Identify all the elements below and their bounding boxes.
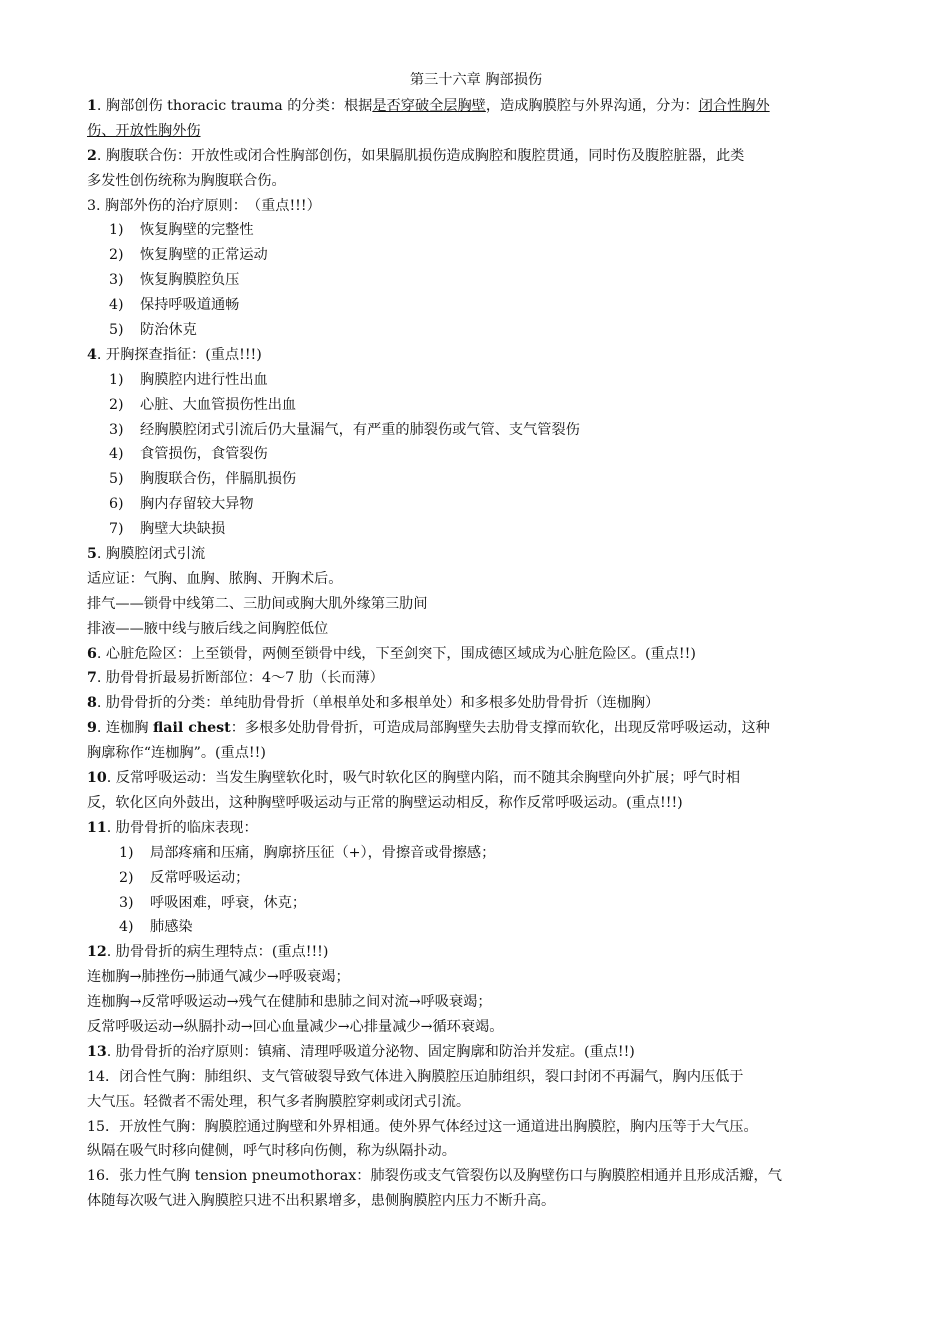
- section-text: . 反常呼吸运动：当发生胸壁软化时，吸气时软化区的胸壁内陷，而不随其余胸壁向外扩展；呼气时相: [106, 770, 741, 787]
- section-text: . 肋骨骨折的治疗原则：镇痛、清理呼吸道分泌物、固定胸廓和防治并发症。(重点!!): [106, 1043, 635, 1060]
- section-text: . 肋骨骨折的临床表现：: [106, 819, 258, 836]
- section-9-line-2: 胸廓称作“连枷胸”。(重点!!): [87, 745, 266, 762]
- section-text: . 心脏危险区：上至锁骨，两侧至锁骨中线，下至剑突下，围成德区域成为心脏危险区。(重点!!): [96, 645, 696, 662]
- list-number: 1): [119, 844, 134, 861]
- list-text: 胸内存留较大异物: [140, 496, 254, 513]
- section-5-line: 适应证：气胸、血胸、脓胸、开胸术后。: [87, 570, 343, 587]
- section-11-heading: [87, 816, 865, 841]
- list-item: [87, 243, 865, 268]
- list-item: [87, 841, 865, 866]
- section-15-line-1: 15．开放性气胸：胸膜腔通过胸壁和外界相通。使外界气体经过这一通道进出胸膜腔，胸内压等于大气压。: [87, 1118, 758, 1135]
- list-text: 肺感染: [150, 919, 193, 936]
- section-text: . 胸腹联合伤：开放性或闭合性胸部创伤，如果膈肌损伤造成胸腔和腹腔贯通，同时伤及腹腔脏器，此类: [96, 147, 745, 164]
- section-number: 2: [87, 147, 97, 164]
- section-text: . 胸部创伤 thoracic trauma 的分类：根据: [96, 98, 373, 114]
- list-number: 3): [109, 421, 124, 438]
- list-item: [87, 517, 865, 542]
- section-10-line-1: [87, 766, 865, 791]
- section-9-line-1: [87, 716, 865, 741]
- section-text: . 连枷胸: [96, 720, 153, 737]
- list-item: [87, 467, 865, 492]
- term-text: flail chest: [152, 720, 231, 737]
- section-number: 5: [87, 546, 97, 563]
- section-number: 8: [87, 695, 97, 712]
- section-text: . 胸膜腔闭式引流: [96, 546, 206, 563]
- list-item: [87, 492, 865, 517]
- section-12-line: 反常呼吸运动→纵膈扑动→回心血量减少→心排量减少→循环衰竭。: [87, 1018, 504, 1035]
- list-item: [87, 268, 865, 293]
- section-1-line-1: [87, 94, 865, 119]
- section-5-heading: [87, 542, 865, 567]
- list-text: 恢复胸膜腔负压: [140, 272, 240, 289]
- list-text: 保持呼吸道通畅: [140, 297, 240, 314]
- section-10-line-2: 反，软化区向外鼓出，这种胸壁呼吸运动与正常的胸壁运动相反，称作反常呼吸运动。(重点!!!): [87, 794, 683, 811]
- list-text: 心脏、大血管损伤性出血: [140, 396, 297, 413]
- list-number: 3): [109, 272, 124, 289]
- section-text: ，造成胸膜腔与外界沟通，分为：: [485, 98, 699, 114]
- list-text: 呼吸困难，呼衰，休克；: [150, 894, 307, 911]
- underlined-text: 闭合性胸外: [698, 98, 770, 114]
- list-item: [87, 393, 865, 418]
- list-text: 食管损伤，食管裂伤: [140, 446, 268, 463]
- page-title: 第三十六章 胸部损伤: [409, 72, 543, 88]
- section-16-line-1: 16．张力性气胸 tension pneumothorax：肺裂伤或支气管裂伤以及胸壁伤口与胸膜腔相通并且形成活瓣，气: [87, 1168, 782, 1185]
- list-number: 5): [109, 471, 124, 488]
- section-number: 4: [87, 346, 97, 363]
- section-12-line: 连枷胸→反常呼吸运动→残气在健肺和患肺之间对流→呼吸衰竭；: [87, 994, 492, 1011]
- section-15-line-2: 纵隔在吸气时移向健侧，呼气时移向伤侧，称为纵隔扑动。: [87, 1143, 456, 1160]
- list-number: 4): [109, 446, 124, 463]
- section-number: 9: [87, 720, 97, 737]
- list-number: 2): [119, 869, 134, 886]
- list-number: 7): [109, 521, 124, 538]
- section-number: 7: [87, 670, 97, 687]
- list-text: 经胸膜腔闭式引流后仍大量漏气，有严重的肺裂伤或气管、支气管裂伤: [140, 421, 580, 438]
- list-number: 2): [109, 396, 124, 413]
- section-14-line-1: 14．闭合性气胸：肺组织、支气管破裂导致气体进入胸膜腔压迫肺组织，裂口封闭不再漏气，胸内压低于: [87, 1068, 744, 1085]
- list-text: 恢复胸壁的完整性: [140, 222, 254, 239]
- section-2-line-2: 多发性创伤统称为胸腹联合伤。: [87, 172, 286, 189]
- list-number: 1): [109, 371, 124, 388]
- section-text: . 开胸探查指征：(重点!!!): [96, 346, 262, 363]
- list-item: [87, 293, 865, 318]
- section-number: 1: [87, 98, 97, 114]
- list-item: [87, 318, 865, 343]
- section-number: 6: [87, 645, 97, 662]
- list-number: 3): [119, 894, 134, 911]
- list-number: 2): [109, 247, 124, 264]
- list-item: [87, 891, 865, 916]
- section-text: . 肋骨骨折最易折断部位：4～7 肋（长而薄）: [96, 670, 384, 687]
- list-item: [87, 218, 865, 243]
- list-number: 4): [109, 297, 124, 314]
- underlined-text: 是否穿破全层胸壁: [372, 98, 486, 114]
- section-7: [87, 666, 865, 691]
- section-number: 12: [87, 944, 107, 961]
- section-number: 13: [87, 1043, 107, 1060]
- section-2-line-1: [87, 144, 865, 169]
- section-4-heading: [87, 343, 865, 368]
- list-item: [87, 915, 865, 940]
- section-5-line: 排液——腋中线与腋后线之间胸腔低位: [87, 620, 329, 637]
- section-13: [87, 1040, 865, 1065]
- list-number: 6): [109, 496, 124, 513]
- section-number: 11: [87, 819, 107, 836]
- section-12-line: 连枷胸→肺挫伤→肺通气减少→呼吸衰竭；: [87, 969, 350, 986]
- section-text: ：多根多处肋骨骨折，可造成局部胸壁失去肋骨支撑而软化，出现反常呼吸运动，这种: [230, 720, 770, 737]
- list-number: 1): [109, 222, 124, 239]
- underlined-text: 伤、开放性胸外伤: [87, 122, 201, 139]
- section-text: . 肋骨骨折的病生理特点：(重点!!!): [106, 944, 329, 961]
- list-text: 局部疼痛和压痛，胸廓挤压征（+），骨擦音或骨擦感；: [150, 844, 496, 861]
- list-text: 胸壁大块缺损: [140, 521, 226, 538]
- document-page: [87, 66, 865, 1214]
- list-text: 胸膜腔内进行性出血: [140, 371, 268, 388]
- list-text: 胸腹联合伤，伴膈肌损伤: [140, 471, 297, 488]
- list-text: 反常呼吸运动；: [150, 869, 250, 886]
- list-item: [87, 368, 865, 393]
- section-16-line-2: 体随每次吸气进入胸膜腔只进不出积累增多，患侧胸膜腔内压力不断升高。: [87, 1193, 556, 1210]
- section-text: . 肋骨骨折的分类：单纯肋骨骨折（单根单处和多根单处）和多根多处肋骨骨折（连枷胸）: [96, 695, 660, 712]
- section-5-line: 排气——锁骨中线第二、三肋间或胸大肌外缘第三肋间: [87, 595, 428, 612]
- section-3-heading: 3. 胸部外伤的治疗原则： （重点!!!）: [87, 197, 321, 214]
- section-number: 10: [87, 770, 107, 787]
- list-text: 恢复胸壁的正常运动: [140, 247, 268, 264]
- list-item: [87, 442, 865, 467]
- list-number: 4): [119, 919, 134, 936]
- list-number: 5): [109, 322, 124, 339]
- list-item: [87, 418, 865, 443]
- section-14-line-2: 大气压。轻微者不需处理，积气多者胸膜腔穿刺或闭式引流。: [87, 1093, 471, 1110]
- section-8: [87, 691, 865, 716]
- list-item: [87, 866, 865, 891]
- section-6: [87, 642, 865, 667]
- section-12-heading: [87, 940, 865, 965]
- section-1-line-2: [87, 119, 865, 144]
- list-text: 防治休克: [140, 322, 197, 339]
